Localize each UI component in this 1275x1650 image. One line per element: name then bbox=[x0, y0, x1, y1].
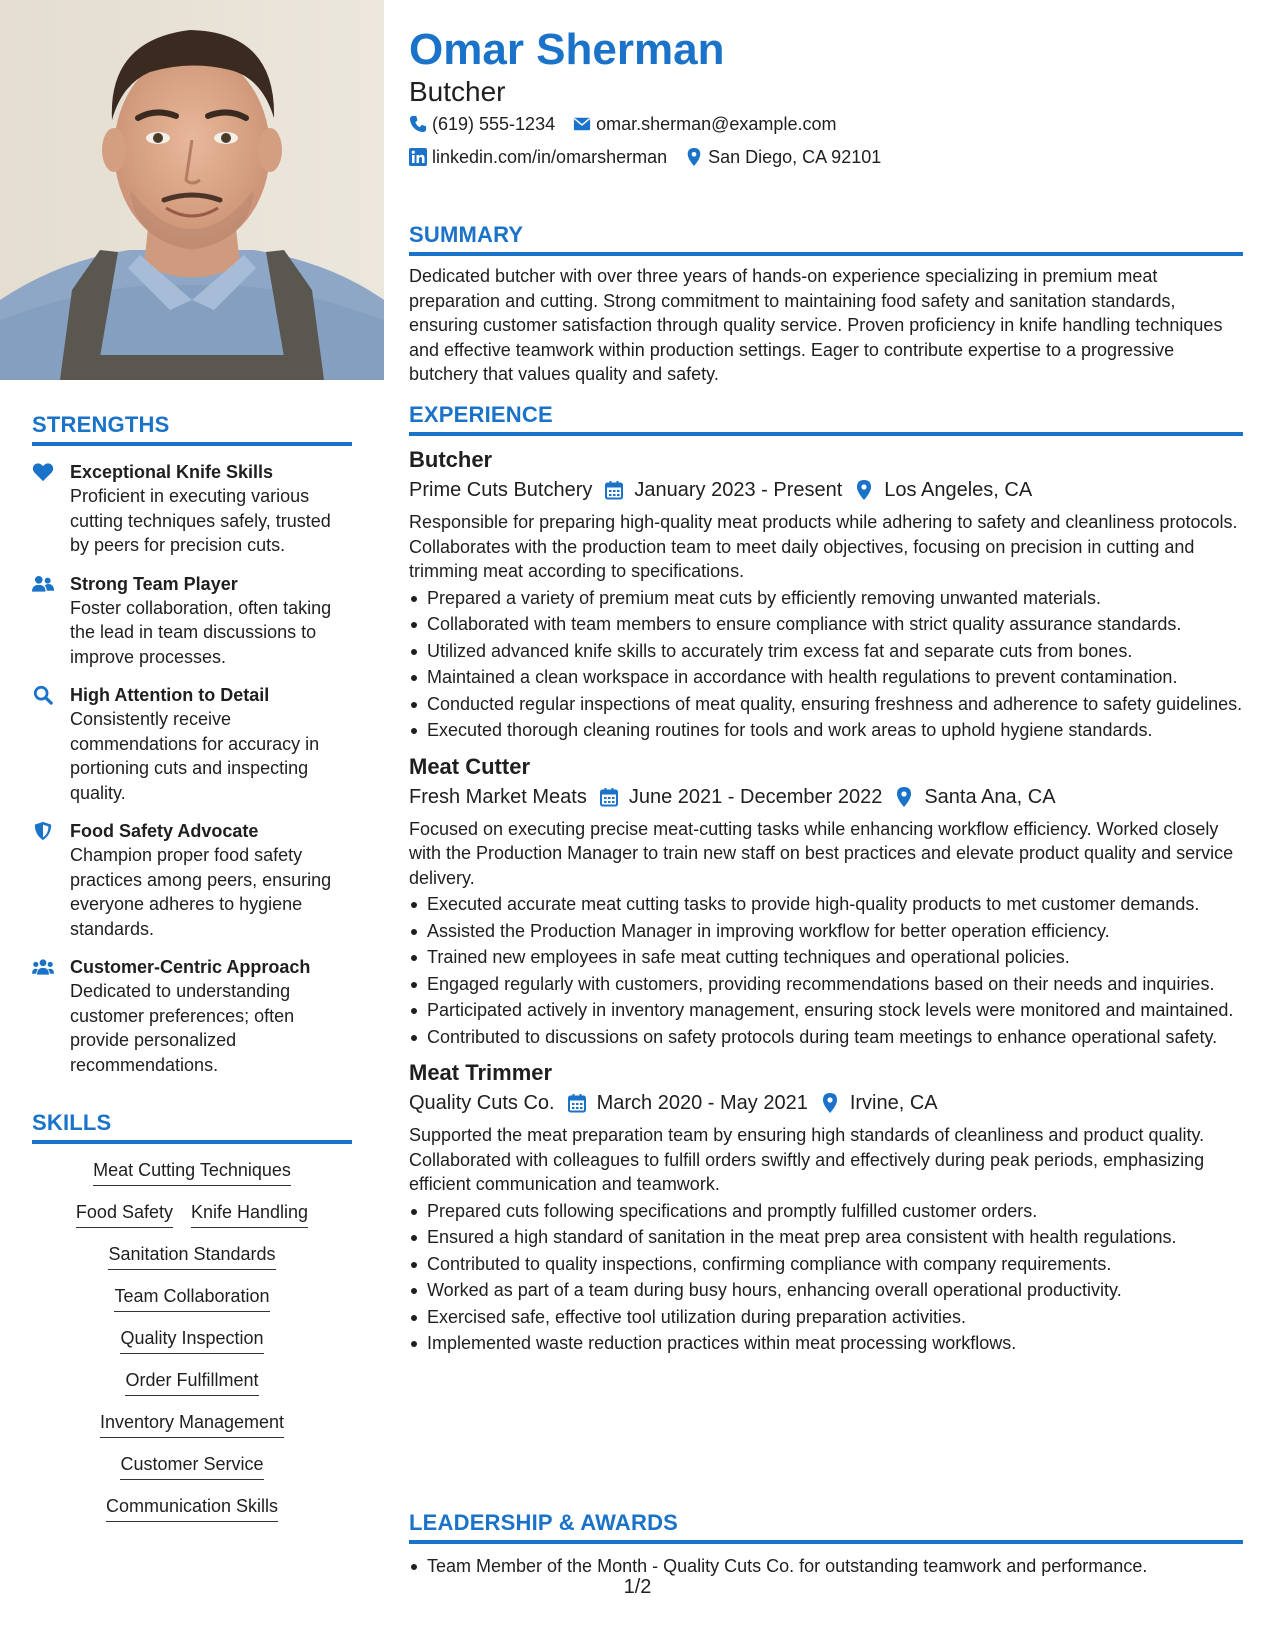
map-pin-icon bbox=[894, 786, 916, 808]
experience-title: EXPERIENCE bbox=[409, 402, 1243, 436]
skill-row bbox=[32, 1158, 352, 1186]
experience-section bbox=[409, 402, 1243, 1356]
linkedin-icon bbox=[409, 148, 429, 166]
skills-title: SKILLS bbox=[32, 1110, 352, 1144]
strength-desc: Consistently receive commendations for accuracy in portioning cuts and inspecting quality. bbox=[70, 709, 320, 803]
strength-item bbox=[32, 683, 352, 805]
awards-bullets bbox=[409, 1554, 1243, 1579]
job-location: Irvine, CA bbox=[849, 1092, 938, 1114]
list-item: Utilized advanced knife skills to accurately trim excess fat and separate cuts from bones. bbox=[409, 639, 1243, 664]
list-item: Exercised safe, effective tool utilization during preparation activities. bbox=[409, 1305, 1243, 1330]
job-bullets bbox=[409, 586, 1243, 743]
job-description: Supported the meat preparation team by ensuring high standards of cleanliness and product quality. Collaborated with colleagues to fulfill orders swiftly and effectively during peak periods, emphasizing efficient communication and teamwork. bbox=[409, 1125, 1205, 1194]
skill-row bbox=[32, 1368, 352, 1396]
search-icon bbox=[32, 683, 70, 805]
job-meta bbox=[409, 1089, 1243, 1117]
skill-tag: Order Fulfillment bbox=[125, 1368, 258, 1396]
list-item: Contributed to quality inspections, confirming compliance with company requirements. bbox=[409, 1252, 1243, 1277]
job-description: Focused on executing precise meat-cutting tasks while enhancing workflow efficiency. Worked closely with the Production Manager to train new staff on best practices and elevate product quality and service delivery. bbox=[409, 818, 1234, 888]
contact-row bbox=[409, 112, 854, 136]
skill-row bbox=[32, 1494, 352, 1522]
list-item: Contributed to discussions on safety protocols during team meetings to enhance operational safety. bbox=[409, 1025, 1243, 1050]
list-item: Conducted regular inspections of meat quality, ensuring freshness and adherence to safety guidelines. bbox=[409, 692, 1243, 717]
job-dates: June 2021 - December 2022 bbox=[628, 785, 883, 808]
profile-photo bbox=[0, 0, 384, 380]
strength-title: Customer-Centric Approach bbox=[70, 957, 311, 977]
strength-title: Exceptional Knife Skills bbox=[70, 462, 274, 482]
strength-title: Food Safety Advocate bbox=[70, 821, 259, 841]
contact-row bbox=[409, 145, 899, 169]
strength-desc: Champion proper food safety practices among peers, ensuring everyone adheres to hygiene standards. bbox=[70, 845, 332, 939]
skill-tag: Communication Skills bbox=[106, 1494, 278, 1522]
awards-section bbox=[409, 1510, 1243, 1579]
left-column bbox=[0, 0, 384, 1650]
skill-row bbox=[32, 1452, 352, 1480]
linkedin-link[interactable]: linkedin.com/in/omarsherman bbox=[432, 147, 668, 167]
list-item: Implemented waste reduction practices within meat processing workflows. bbox=[409, 1331, 1243, 1356]
job-bullets bbox=[409, 892, 1243, 1049]
group-icon bbox=[32, 955, 70, 1077]
linkedin-contact[interactable] bbox=[409, 145, 667, 169]
job-entry bbox=[409, 753, 1243, 1050]
phone-icon bbox=[409, 115, 429, 133]
job-location: Santa Ana, CA bbox=[924, 785, 1056, 808]
job-title: Butcher bbox=[409, 447, 493, 472]
list-item: Prepared a variety of premium meat cuts by efficiently removing unwanted materials. bbox=[409, 586, 1243, 611]
skill-tag: Inventory Management bbox=[100, 1410, 284, 1438]
skill-row bbox=[32, 1410, 352, 1438]
strength-title: High Attention to Detail bbox=[70, 685, 270, 705]
calendar-icon bbox=[604, 479, 626, 501]
envelope-icon bbox=[573, 115, 593, 133]
candidate-name: Omar Sherman bbox=[409, 25, 725, 74]
job-company: Prime Cuts Butchery bbox=[409, 479, 593, 501]
phone-text: (619) 555-1234 bbox=[432, 114, 556, 134]
list-item: Maintained a clean workspace in accordance with health regulations to prevent contamination. bbox=[409, 665, 1243, 690]
job-company: Quality Cuts Co. bbox=[409, 1092, 555, 1114]
skill-row bbox=[32, 1200, 352, 1228]
list-item: Participated actively in inventory management, ensuring stock levels were monitored and maintained. bbox=[409, 998, 1243, 1023]
list-item: Assisted the Production Manager in improving workflow for better operation efficiency. bbox=[409, 919, 1243, 944]
location-contact bbox=[685, 145, 881, 169]
job-dates: March 2020 - May 2021 bbox=[596, 1092, 808, 1114]
skill-row bbox=[32, 1284, 352, 1312]
strength-item bbox=[32, 572, 352, 670]
skill-tag: Food Safety bbox=[76, 1200, 173, 1228]
list-item: Executed thorough cleaning routines for tools and work areas to uphold hygiene standards. bbox=[409, 718, 1243, 743]
skill-row bbox=[32, 1242, 352, 1270]
skill-row bbox=[32, 1326, 352, 1354]
skill-tag: Team Collaboration bbox=[114, 1284, 269, 1312]
skill-tag: Knife Handling bbox=[191, 1200, 308, 1228]
heart-icon bbox=[32, 460, 70, 558]
job-description: Responsible for preparing high-quality meat products while adhering to safety and cleanliness protocols. Collaborates with the production team to meet daily objectives, focusing on precision in cutting and trimming meat according to specifications. bbox=[409, 512, 1238, 581]
summary-section bbox=[409, 222, 1243, 387]
job-entry bbox=[409, 1059, 1243, 1356]
job-meta bbox=[409, 783, 1243, 811]
team-icon bbox=[32, 572, 70, 670]
strength-desc: Dedicated to understanding customer preferences; often provide personalized recommendations. bbox=[70, 981, 295, 1075]
list-item: Engaged regularly with customers, providing recommendations based on their needs and inquiries. bbox=[409, 972, 1243, 997]
map-pin-icon bbox=[820, 1092, 842, 1114]
strength-item bbox=[32, 819, 352, 941]
page-number: 1/2 bbox=[623, 1576, 652, 1598]
awards-title: LEADERSHIP & AWARDS bbox=[409, 1510, 1243, 1544]
skill-tag: Meat Cutting Techniques bbox=[93, 1158, 291, 1186]
list-item: Ensured a high standard of sanitation in the meat prep area consistent with health regulations. bbox=[409, 1225, 1243, 1250]
list-item: Collaborated with team members to ensure compliance with strict quality assurance standards. bbox=[409, 612, 1243, 637]
skill-tag: Sanitation Standards bbox=[108, 1242, 275, 1270]
strengths-title: STRENGTHS bbox=[32, 412, 352, 446]
job-company: Fresh Market Meats bbox=[409, 785, 587, 808]
summary-title: SUMMARY bbox=[409, 222, 1243, 256]
location-text: San Diego, CA 92101 bbox=[708, 147, 882, 167]
job-entry bbox=[409, 446, 1243, 743]
candidate-role: Butcher bbox=[409, 76, 506, 107]
job-title: Meat Cutter bbox=[409, 753, 531, 779]
skill-tag: Quality Inspection bbox=[120, 1326, 263, 1354]
map-pin-icon bbox=[854, 479, 876, 501]
email-link[interactable]: omar.sherman@example.com bbox=[596, 114, 837, 134]
calendar-icon bbox=[599, 786, 621, 808]
job-meta bbox=[409, 476, 1243, 504]
skill-tag: Customer Service bbox=[120, 1452, 263, 1480]
job-title: Meat Trimmer bbox=[409, 1060, 553, 1085]
strengths-section bbox=[32, 412, 352, 1077]
job-bullets bbox=[409, 1199, 1243, 1356]
strength-item bbox=[32, 955, 352, 1077]
job-location: Los Angeles, CA bbox=[884, 479, 1033, 501]
strength-desc: Proficient in executing various cutting techniques safely, trusted by peers for precision cuts. bbox=[70, 486, 331, 555]
summary-text: Dedicated butcher with over three years of hands-on experience specializing in premium meat preparation and cutting. Strong commitment to maintaining food safety and sanitation standards, ensuring customer satisfaction through quality service. Proven proficiency in knife handling techniques and effective teamwork within production settings. Eager to contribute expertise to a progressive butchery that values quality and safety. bbox=[409, 266, 1223, 384]
strength-title: Strong Team Player bbox=[70, 573, 238, 594]
list-item: Worked as part of a team during busy hours, enhancing overall operational productivity. bbox=[409, 1278, 1243, 1303]
strength-item bbox=[32, 460, 352, 558]
job-dates: January 2023 - Present bbox=[634, 479, 843, 501]
map-pin-icon bbox=[685, 148, 705, 166]
list-item: Executed accurate meat cutting tasks to provide high-quality products to met customer demands. bbox=[409, 892, 1243, 917]
email-contact[interactable] bbox=[573, 112, 836, 136]
skills-section bbox=[32, 1110, 352, 1522]
phone-contact bbox=[409, 112, 555, 136]
list-item: Prepared cuts following specifications and promptly fulfilled customer orders. bbox=[409, 1199, 1243, 1224]
list-item: Trained new employees in safe meat cutting techniques and operational policies. bbox=[409, 945, 1243, 970]
strength-desc: Foster collaboration, often taking the lead in team discussions to improve processes. bbox=[70, 597, 332, 667]
shield-icon bbox=[32, 819, 70, 941]
list-item: Team Member of the Month - Quality Cuts Co. for outstanding teamwork and performance. bbox=[409, 1554, 1243, 1579]
calendar-icon bbox=[567, 1092, 589, 1114]
